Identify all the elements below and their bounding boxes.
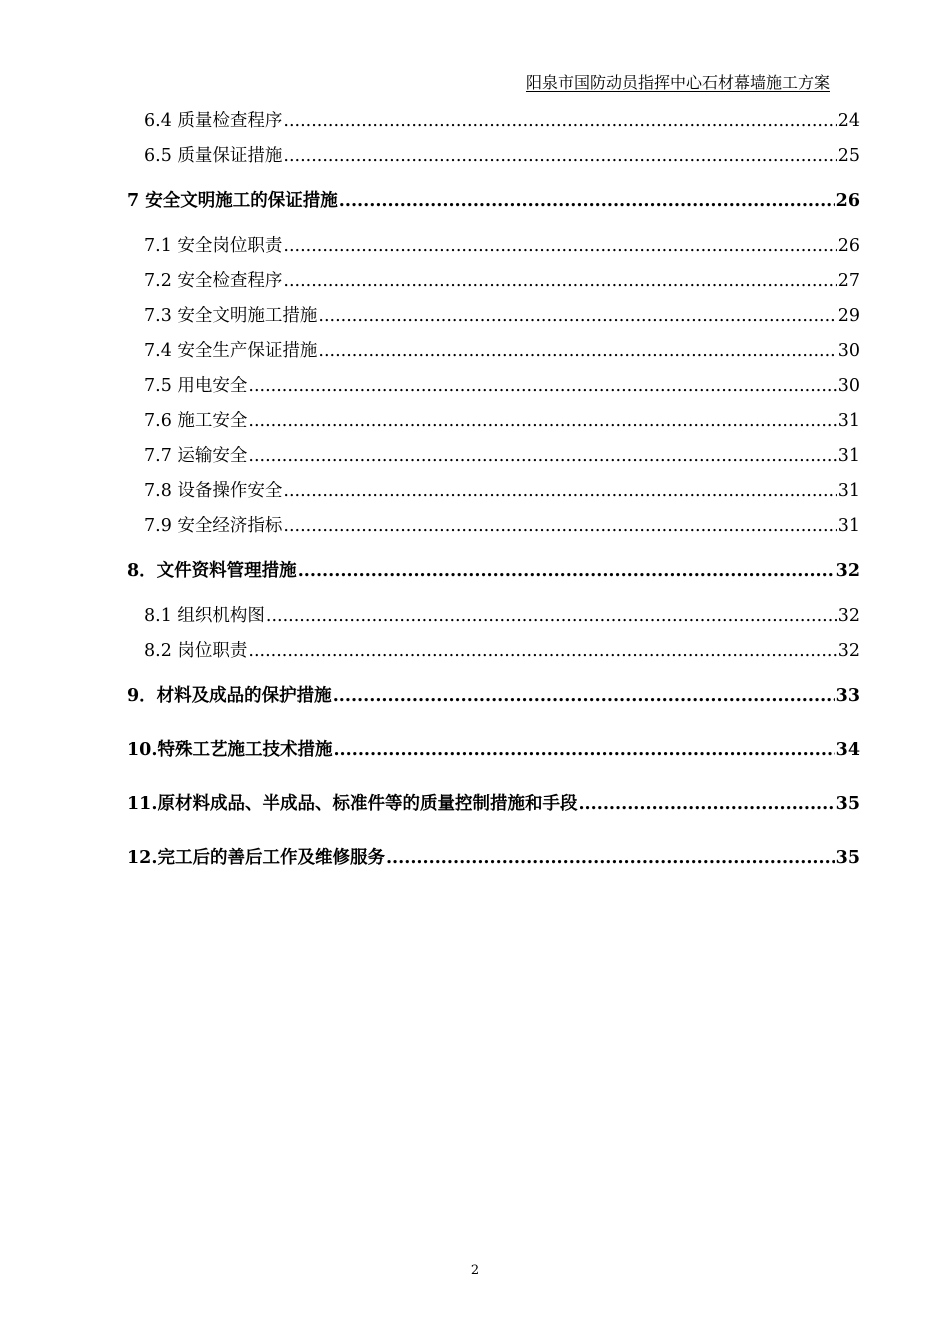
toc-entry-page: 31 <box>837 481 860 501</box>
toc-entry-page: 33 <box>835 686 860 706</box>
toc-entry-title: 7.2 安全检查程序 <box>144 271 283 291</box>
toc-entry-page: 25 <box>837 146 860 166</box>
toc-entry-title: 7.6 施工安全 <box>144 411 248 431</box>
document-header: 阳泉市国防动员指挥中心石材幕墙施工方案 <box>525 73 830 92</box>
toc-leader <box>266 599 837 634</box>
toc-entry-title: 6.4 质量检查程序 <box>144 111 283 131</box>
toc-leader <box>333 679 835 714</box>
toc-entry-title: 7.5 用电安全 <box>144 376 248 396</box>
toc-entry-title: 7.3 安全文明施工措施 <box>144 306 318 326</box>
toc-leader <box>283 104 836 139</box>
toc-entry[interactable] <box>127 139 860 174</box>
toc-entry-page: 30 <box>837 376 860 396</box>
toc-entry-page: 31 <box>837 411 860 431</box>
toc-entry-title: 7 安全文明施工的保证措施 <box>127 191 338 211</box>
toc-entry[interactable] <box>127 184 860 219</box>
toc-entry[interactable] <box>127 264 860 299</box>
toc-entry-page: 32 <box>837 606 860 626</box>
toc-leader <box>283 264 836 299</box>
toc-entry-title: 7.4 安全生产保证措施 <box>144 341 318 361</box>
table-of-contents <box>127 104 860 876</box>
toc-entry-title: 8.2 岗位职责 <box>144 641 248 661</box>
toc-leader <box>333 733 834 768</box>
toc-entry[interactable] <box>127 299 860 334</box>
toc-entry-title: 7.1 安全岗位职责 <box>144 236 283 256</box>
toc-entry-page: 29 <box>837 306 860 326</box>
toc-entry-page: 24 <box>837 111 860 131</box>
toc-entry-page: 35 <box>835 794 860 814</box>
toc-entry[interactable] <box>127 369 860 404</box>
toc-entry-title: 9．材料及成品的保护措施 <box>127 686 332 706</box>
toc-entry[interactable] <box>127 229 860 264</box>
toc-leader <box>298 554 835 589</box>
toc-leader <box>318 299 836 334</box>
toc-entry[interactable] <box>127 439 860 474</box>
toc-entry-title: 11.原材料成品、半成品、标准件等的质量控制措施和手段 <box>127 794 578 814</box>
toc-entry-page: 35 <box>835 848 860 868</box>
toc-entry[interactable] <box>127 841 860 876</box>
toc-leader <box>318 334 836 369</box>
toc-entry[interactable] <box>127 334 860 369</box>
toc-leader <box>248 634 836 669</box>
toc-entry[interactable] <box>127 509 860 544</box>
toc-leader <box>386 841 835 876</box>
toc-leader <box>248 369 836 404</box>
toc-leader <box>283 229 836 264</box>
toc-leader <box>578 787 834 822</box>
toc-leader <box>339 184 835 219</box>
toc-entry[interactable] <box>127 679 860 714</box>
toc-entry-page: 30 <box>837 341 860 361</box>
toc-entry[interactable] <box>127 787 860 822</box>
toc-entry-page: 31 <box>837 446 860 466</box>
toc-entry-page: 26 <box>837 236 860 256</box>
toc-leader <box>248 404 836 439</box>
toc-entry-page: 32 <box>835 561 860 581</box>
toc-leader <box>283 474 836 509</box>
toc-entry-title: 7.8 设备操作安全 <box>144 481 283 501</box>
toc-entry-title: 10.特殊工艺施工技术措施 <box>127 740 333 760</box>
toc-leader <box>283 139 836 174</box>
toc-entry-title: 7.7 运输安全 <box>144 446 248 466</box>
toc-entry-title: 8.1 组织机构图 <box>144 606 265 626</box>
toc-leader <box>283 509 836 544</box>
toc-entry-page: 32 <box>837 641 860 661</box>
toc-entry-title: 6.5 质量保证措施 <box>144 146 283 166</box>
toc-entry-page: 26 <box>835 191 860 211</box>
toc-entry-page: 27 <box>837 271 860 291</box>
toc-entry[interactable] <box>127 404 860 439</box>
toc-entry-page: 34 <box>835 740 860 760</box>
toc-entry[interactable] <box>127 634 860 669</box>
toc-entry[interactable] <box>127 599 860 634</box>
toc-entry-title: 7.9 安全经济指标 <box>144 516 283 536</box>
toc-entry-title: 8．文件资料管理措施 <box>127 561 297 581</box>
toc-entry[interactable] <box>127 733 860 768</box>
page-number: 2 <box>470 1263 480 1278</box>
toc-entry[interactable] <box>127 104 860 139</box>
toc-entry[interactable] <box>127 474 860 509</box>
toc-leader <box>248 439 836 474</box>
toc-entry[interactable] <box>127 554 860 589</box>
toc-entry-title: 12.完工后的善后工作及维修服务 <box>127 848 385 868</box>
toc-entry-page: 31 <box>837 516 860 536</box>
